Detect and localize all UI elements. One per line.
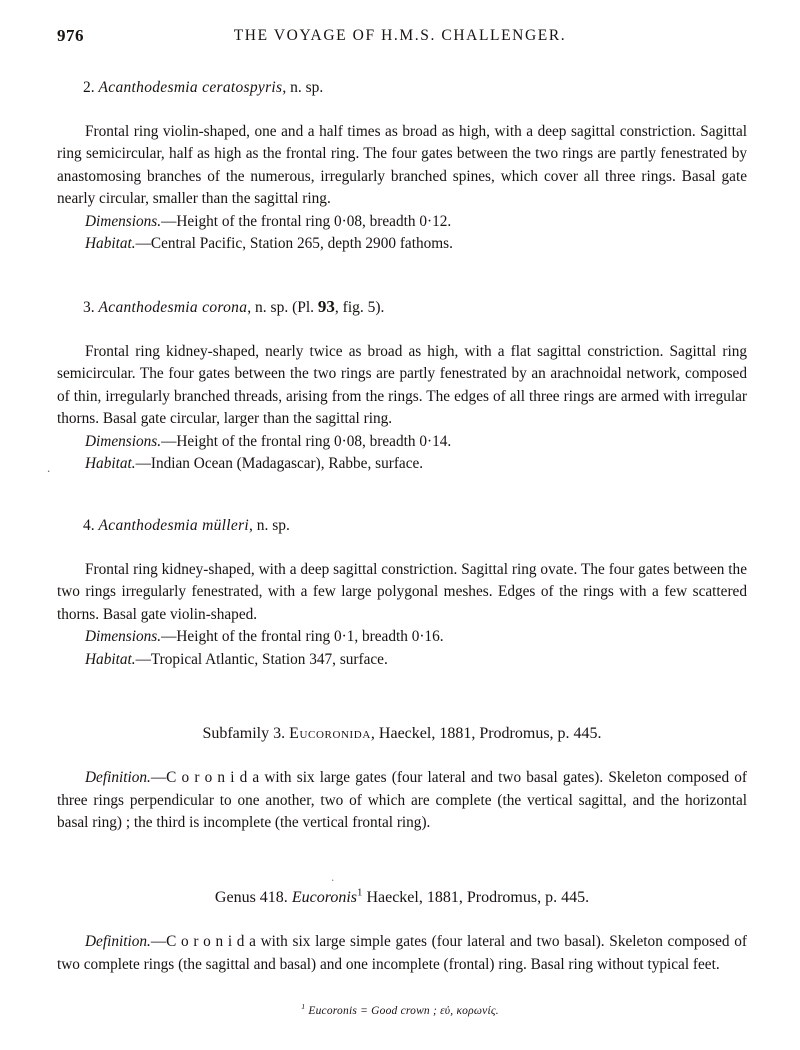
plate-tail-3: , fig. 5). [334,298,385,316]
species-suffix-4: , n. sp. [249,516,290,534]
habitat-text-2: —Central Pacific, Station 265, depth 2900 fathoms. [135,235,453,253]
margin-speck: . [47,460,51,475]
species-body-3: Frontal ring kidney-shaped, nearly twice as broad as high, with a flat sagittal constriction. Sagittal ring semicircular. The four gates between the two rings are partly fenestrated by an arachnoidal network, composed of thin, irregularly branched threads, arising from the rings. The edges of all three rings are armed with irregular thorns. Basal gate circular, larger than the sagittal ring. [57,342,747,428]
footnote-marker: 1 [301,1002,306,1012]
subfamily-definition-text: —C o r o n i d a with six large gates (four lateral and two basal gates). Skeleton composed of three rings perpendicular to one another, two of which are complete (the vertical sagittal, and the horizontal basal ring) ; the third is incomplete (the vertical frontal ring). [57,769,747,832]
subfamily-suffix: , Haeckel, 1881, Prodromus, p. 445. [370,725,602,743]
species-heading-2 [83,78,747,99]
dimensions-text-2: —Height of the frontal ring 0·08, breadth 0·12. [161,212,452,230]
species-body-2: Frontal ring violin-shaped, one and a half times as broad as high, with a deep sagittal constriction. Sagittal ring semicircular, half as high as the frontal ring. The four gates between the two rings are partly fenestrated by anastomosing branches of the numerous, irregularly branched spines, which cover all three rings. Basal gate nearly circular, smaller than the sagittal ring. [57,122,747,208]
habitat-label-3: Habitat. [85,455,136,473]
dimensions-line-4 [57,626,747,648]
species-name-4: Acanthodesmia mülleri [98,516,250,534]
margin-speck-2: . [331,869,335,884]
genus-definition-text: —C o r o n i d a with six large simple gates (four lateral and two basal). Skeleton composed of two complete rings (the sagittal and basal) and one incomplete (frontal) ring. Basal ring without typical feet. [57,933,747,973]
subfamily-name: Eucoronida [289,725,371,743]
habitat-line-3 [57,453,747,475]
habitat-text-3: —Indian Ocean (Madagascar), Rabbe, surface. [135,455,424,473]
genus-suffix: Haeckel, 1881, Prodromus, p. 445. [362,888,590,906]
genus-heading [57,887,747,909]
page-header [0,26,800,50]
dimensions-label-2: Dimensions. [85,212,162,230]
habitat-text-4: —Tropical Atlantic, Station 347, surface. [135,650,388,668]
genus-footnote-marker: 1 [357,886,363,899]
habitat-label-2: Habitat. [85,235,136,253]
genus-name: Eucoronis [291,888,357,906]
genus-definition [57,931,747,976]
species-suffix-3: , n. sp. (Pl. [247,298,318,316]
dimensions-text-4: —Height of the frontal ring 0·1, breadth 0·16. [161,628,444,646]
page-footnote [0,1002,800,1017]
genus-prefix: Genus 418. [214,888,292,906]
species-body-4: Frontal ring kidney-shaped, with a deep sagittal constriction. Sagittal ring ovate. The four gates between the two rings irregularly fenestrated, with a few large polygonal meshes. Edges of the rings with a few scattered thorns. Basal gate violin-shaped. [57,560,747,623]
species-heading-3 [83,296,747,319]
species-number-4: 4. [83,516,95,534]
footnote-text: Eucoronis = Good crown ; [308,1005,437,1017]
habitat-label-4: Habitat. [85,650,136,668]
subfamily-definition-label: Definition. [85,769,151,787]
species-number-2: 2. [83,79,95,96]
subfamily-definition [57,767,747,834]
dimensions-label-3: Dimensions. [85,432,162,450]
species-name-3: Acanthodesmia corona [98,298,248,316]
species-number-3: 3. [83,298,95,316]
dimensions-label-4: Dimensions. [85,628,162,646]
genus-definition-label: Definition. [85,933,151,951]
plate-number-3: 93 [317,296,335,316]
dimensions-text-3: —Height of the frontal ring 0·08, breadth 0·14. [161,432,452,450]
body-column [57,78,747,976]
habitat-line-2 [57,233,747,255]
habitat-line-4 [57,649,747,671]
dimensions-line-3 [57,431,747,453]
dimensions-line-2 [57,211,747,233]
running-head: THE VOYAGE OF H.M.S. CHALLENGER. [233,27,567,44]
species-name-2: Acanthodesmia ceratospyris [98,79,283,96]
species-heading-4 [83,516,747,537]
subfamily-prefix: Subfamily 3. [202,725,290,743]
page-number: 976 [57,26,84,45]
subfamily-heading [57,723,747,745]
species-suffix-2: , n. sp. [282,79,324,96]
footnote-greek: εὐ, κορωνίς. [440,1005,499,1017]
